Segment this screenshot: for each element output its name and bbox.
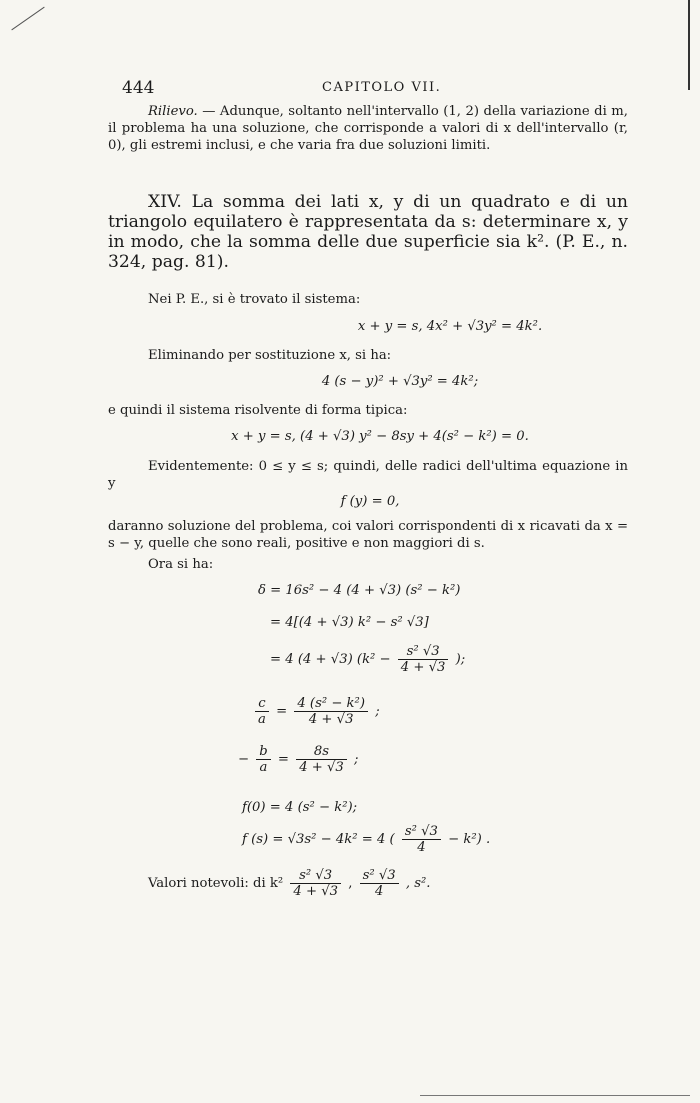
ba-rhs [296,744,347,775]
delta-line-1: δ = 16s² − 4 (4 + √3) (s² − k²) [258,583,461,598]
notable-values [148,868,431,899]
fs-tail: − k²) . [448,832,491,847]
delta-fraction-den: 4 + √3 [400,660,446,675]
fs-lead: f (s) = √3s² − 4k² = 4 ( [242,832,395,847]
notable-value-2-den: 4 [374,884,384,899]
notable-label: Valori notevoli: di k² [148,876,284,891]
ca-end: ; [375,704,380,719]
ca-rhs [294,696,368,727]
notable-value-1-den: 4 + √3 [293,884,338,899]
fs-formula [242,824,490,855]
delta-line-3 [270,644,465,675]
equation-2: 4 (s − y)² + √3y² = 4k²; [321,374,479,389]
ca-equals: = [276,704,288,719]
problem-statement: XIV. La somma dei lati x, y di un quadrato e di un triangolo equilatero è rappresentata da s: determinare x, y in modo, che la somma delle due superficie sia k². (P. E., n. 324, pag. 81). [108,192,628,272]
rilievo-paragraph [108,103,628,154]
running-header [0,78,700,100]
equation-3: x + y = s, (4 + √3) y² − 8sy + 4(s² − k²) = 0. [231,429,529,444]
rilievo-text: — Adunque, soltanto nell'intervallo (1, 2) della variazione di m, il problema ha una soluzione, che corrisponde a valori di x dell'intervallo (r, 0), gli estremi inclusi, e che varia fra due soluzioni limiti. [108,104,628,153]
paragraph-2: Eliminando per sostituzione x, si ha: [148,348,392,363]
paragraph-5: daranno soluzione del problema, coi valori corrispondenti di x ricavati da x = s − y, quelle che sono reali, positive e non maggiori di s. [108,519,628,551]
scan-mark-bottom [420,1095,690,1096]
ca-rhs-num: 4 (s² − k²) [294,696,368,712]
delta-line-2: = 4[(4 + √3) k² − s² √3] [270,615,429,630]
page-number: 444 [122,78,155,98]
ba-lhs [256,744,270,775]
ba-end: ; [354,752,359,767]
ca-lhs-den: a [258,712,266,727]
notable-value-2-num: s² √3 [360,868,399,884]
notable-value-1 [290,868,341,899]
ba-lhs-den: a [259,760,268,775]
ba-formula [238,744,358,775]
paragraph-6: Ora si ha: [148,557,214,572]
notable-value-2 [360,868,399,899]
f0-formula: f(0) = 4 (s² − k²); [242,800,358,815]
ca-formula [252,696,380,727]
ba-lhs-num: b [256,744,270,760]
rilievo-label: Rilievo. [148,104,198,119]
notable-value-1-num: s² √3 [290,868,341,884]
ba-rhs-den: 4 + √3 [299,760,344,775]
paragraph-1: Nei P. E., si è trovato il sistema: [148,292,361,307]
fs-fraction [402,824,441,855]
scan-mark-top-left [11,7,44,31]
equation-1: x + y = s, 4x² + √3y² = 4k². [357,319,543,334]
delta-fraction-num: s² √3 [398,644,449,660]
delta-line-3-lead: = 4 (4 + √3) (k² − [270,652,391,667]
ba-rhs-num: 8s [296,744,347,760]
paragraph-3: e quindi il sistema risolvente di forma tipica: [108,403,408,418]
ba-equals: = [277,752,289,767]
paragraph-4: Evidentemente: 0 ≤ y ≤ s; quindi, delle radici dell'ultima equazione in y [108,459,628,491]
ca-rhs-den: 4 + √3 [308,712,354,727]
chapter-title: CAPITOLO VII. [322,80,442,95]
notable-comma: , [348,876,353,891]
delta-line-3-tail: ); [455,652,466,667]
ca-lhs-num: c [255,696,269,712]
fs-fraction-num: s² √3 [402,824,441,840]
equation-4: f (y) = 0, [340,494,400,509]
ba-sign: − [238,752,250,767]
scan-mark-right-edge [688,0,690,90]
ca-lhs [255,696,269,727]
notable-value-3: , s². [405,876,431,891]
fs-fraction-den: 4 [417,840,426,855]
delta-fraction [398,644,449,675]
